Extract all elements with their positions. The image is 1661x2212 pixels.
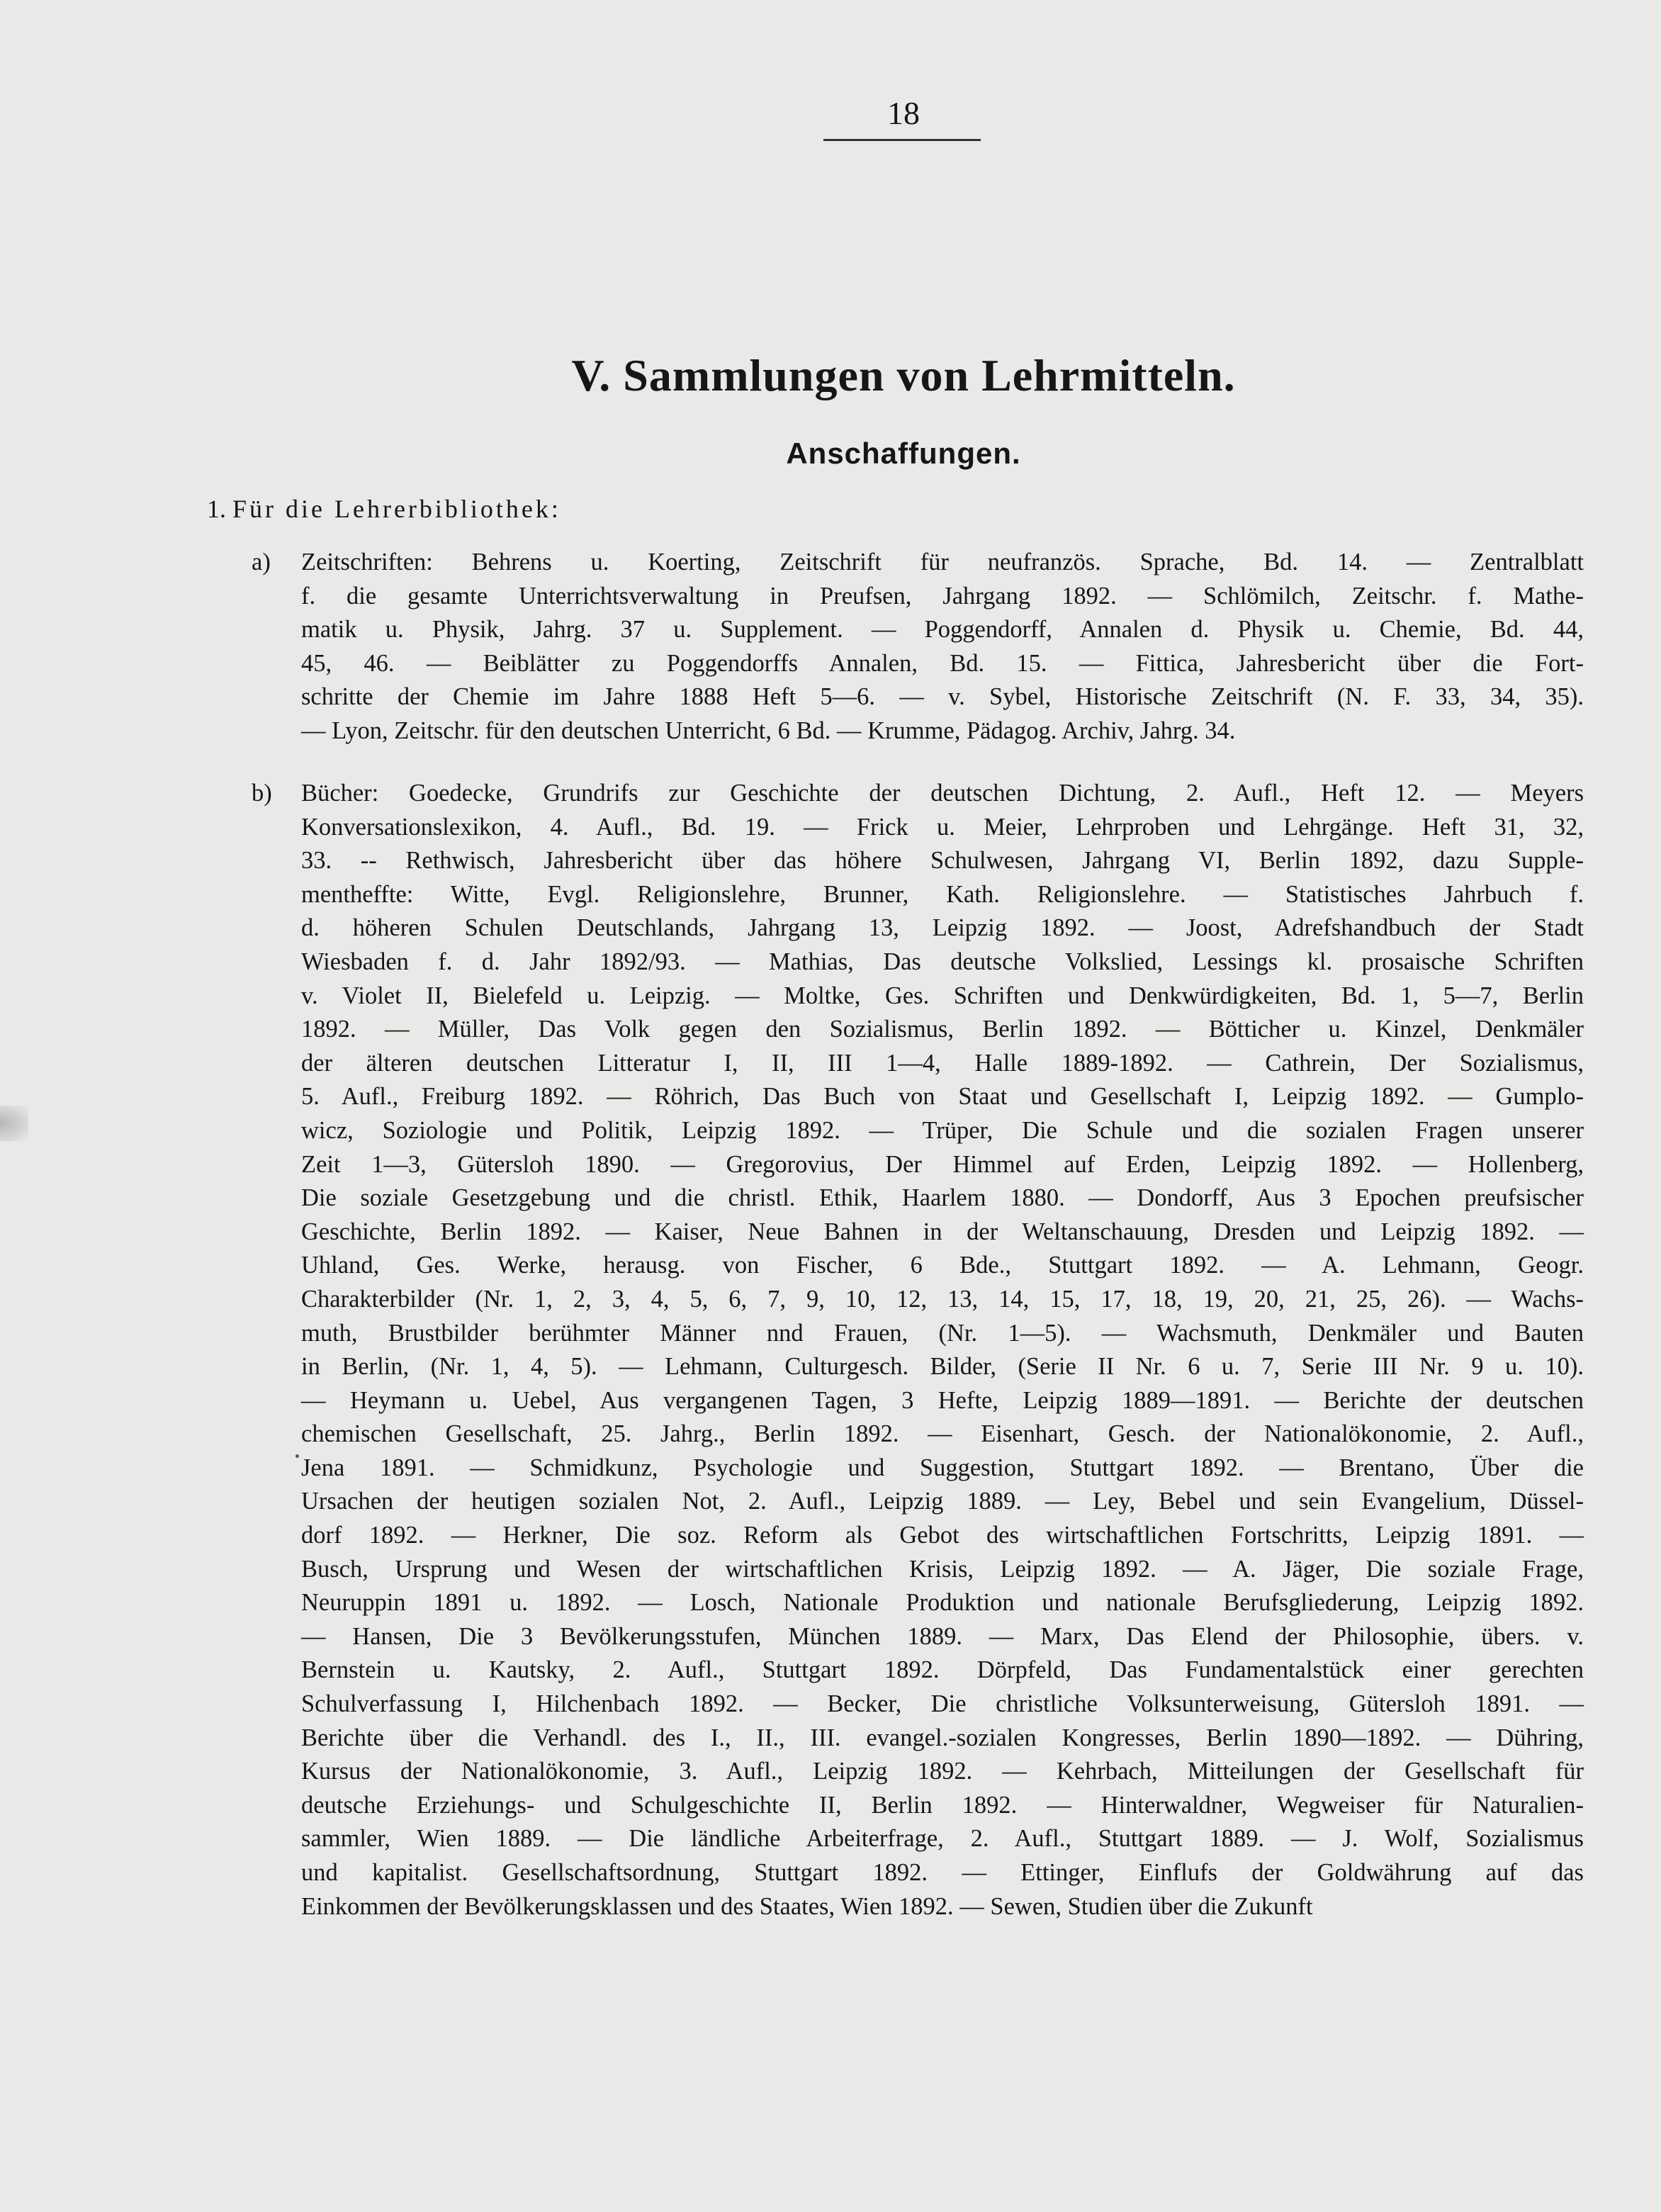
text-line: — Lyon, Zeitschr. für den deutschen Unterricht, 6 Bd. — Krumme, Pädagog. Archiv, Jahrg. 34. <box>301 717 1236 744</box>
text-line: in Berlin, (Nr. 1, 4, 5). — Lehmann, Culturgesch. Bilder, (Serie II Nr. 6 u. 7, Serie III Nr. 9 u. 10). <box>301 1353 1584 1381</box>
text-line: Bernstein u. Kautsky, 2. Aufl., Stuttgart 1892. Dörpfeld, Das Fundamentalstück einer gerechten <box>301 1656 1584 1684</box>
text-line: Berichte über die Verhandl. des I., II., III. evangel.-sozialen Kongresses, Berlin 1890—1892. — Dühring, <box>301 1724 1584 1751</box>
text-line: Zeit 1—3, Gütersloh 1890. — Gregorovius, Der Himmel auf Erden, Leipzig 1892. — Hollenberg, <box>301 1150 1584 1178</box>
text-line: schritte der Chemie im Jahre 1888 Heft 5—6. — v. Sybel, Historische Zeitschrift (N. F. 33, 34, 35). <box>301 683 1584 711</box>
text-line: 5. Aufl., Freiburg 1892. — Röhrich, Das Buch von Staat und Gesellschaft I, Leipzig 1892. — Gumplo- <box>301 1083 1584 1111</box>
text-line: v. Violet II, Bielefeld u. Leipzig. — Moltke, Ges. Schriften und Denkwürdigkeiten, Bd. 1, 5—7, Berlin <box>301 982 1584 1009</box>
text-line: sammler, Wien 1889. — Die ländliche Arbeiterfrage, 2. Aufl., Stuttgart 1889. — J. Wolf, Sozialismus <box>301 1825 1584 1853</box>
entry-books <box>252 777 1584 1924</box>
text-line: d. höheren Schulen Deutschlands, Jahrgang 13, Leipzig 1892. — Joost, Adrefshandbuch der Stadt <box>301 914 1584 942</box>
text-line: — Heymann u. Uebel, Aus vergangenen Tagen, 3 Hefte, Leipzig 1889—1891. — Berichte der deutschen <box>301 1386 1584 1414</box>
text-line: Neuruppin 1891 u. 1892. — Losch, Nationale Produktion und nationale Berufsgliederung, Leipzig 1892. <box>301 1589 1584 1617</box>
text-line: und kapitalist. Gesellschaftsordnung, Stuttgart 1892. — Ettinger, Einflufs der Goldwährung auf das <box>301 1859 1584 1886</box>
text-line: der älteren deutschen Litteratur I, II, III 1—4, Halle 1889-1892. — Cathrein, Der Sozialismus, <box>301 1049 1584 1077</box>
subsection-title: Für die Lehrerbibliothek: <box>232 495 561 523</box>
text-line: Jena 1891. — Schmidkunz, Psychologie und Suggestion, Stuttgart 1892. — Brentano, Über die <box>301 1454 1584 1481</box>
text-line: Konversationslexikon, 4. Aufl., Bd. 19. — Frick u. Meier, Lehrproben und Lehrgänge. Heft 31, 32, <box>301 813 1584 841</box>
text-line: wicz, Soziologie und Politik, Leipzig 1892. — Trüper, Die Schule und die sozialen Fragen unserer <box>301 1116 1584 1144</box>
text-line: Zeitschriften: Behrens u. Koerting, Zeitschrift für neufranzös. Sprache, Bd. 14. — Zentralblatt <box>301 549 1584 576</box>
entry-body <box>301 546 1584 748</box>
text-line: muth, Brustbilder berühmter Männer nnd Frauen, (Nr. 1—5). — Wachsmuth, Denkmäler und Bauten <box>301 1319 1584 1347</box>
text-line: Kursus der Nationalökonomie, 3. Aufl., Leipzig 1892. — Kehrbach, Mitteilungen der Gesellschaft für <box>301 1758 1584 1785</box>
page-number-rule <box>823 139 981 141</box>
text-line: Ursachen der heutigen sozialen Not, 2. Aufl., Leipzig 1889. — Ley, Bebel und sein Evangelium, Düssel- <box>301 1488 1584 1515</box>
entry-body <box>301 777 1584 1924</box>
text-line: Schulverfassung I, Hilchenbach 1892. — Becker, Die christliche Volksunterweisung, Gütersloh 1891. — <box>301 1690 1584 1718</box>
text-line: Bücher: Goedecke, Grundrifs zur Geschichte der deutschen Dichtung, 2. Aufl., Heft 12. — Meyers <box>301 780 1584 807</box>
text-line: Charakterbilder (Nr. 1, 2, 3, 4, 5, 6, 7, 9, 10, 12, 13, 14, 15, 17, 18, 19, 20, 21, 25, 26). — Wachs- <box>301 1285 1584 1313</box>
subsection-number: 1. <box>207 495 226 523</box>
text-line: 33. -- Rethwisch, Jahresbericht über das höhere Schulwesen, Jahrgang VI, Berlin 1892, dazu Supple- <box>301 847 1584 875</box>
text-line: Uhland, Ges. Werke, herausg. von Fischer, 6 Bde., Stuttgart 1892. — A. Lehmann, Geogr. <box>301 1252 1584 1279</box>
section-title: Anschaffungen. <box>786 437 1021 470</box>
text-line: Geschichte, Berlin 1892. — Kaiser, Neue Bahnen in der Weltanschauung, Dresden und Leipzig 1892. — <box>301 1218 1584 1245</box>
text-line: matik u. Physik, Jahrg. 37 u. Supplement. — Poggendorff, Annalen d. Physik u. Chemie, Bd. 44, <box>301 616 1584 644</box>
text-line: chemischen Gesellschaft, 25. Jahrg., Berlin 1892. — Eisenhart, Gesch. der Nationalökonomie, 2. Aufl., <box>301 1420 1584 1448</box>
chapter-title: V. Sammlungen von Lehrmitteln. <box>571 350 1236 400</box>
entry-periodicals <box>252 546 1584 748</box>
text-line: — Hansen, Die 3 Bevölkerungsstufen, München 1889. — Marx, Das Elend der Philosophie, übers. v. <box>301 1622 1584 1650</box>
text-line: f. die gesamte Unterrichtsverwaltung in Preufsen, Jahrgang 1892. — Schlömilch, Zeitschr. f. Mathe- <box>301 582 1584 610</box>
text-line: 45, 46. — Beiblätter zu Poggendorffs Annalen, Bd. 15. — Fittica, Jahresbericht über die Fort- <box>301 649 1584 677</box>
edge-smudge <box>0 1106 28 1141</box>
text-line: dorf 1892. — Herkner, Die soz. Reform als Gebot des wirtschaftlichen Fortschritts, Leipzig 1891. — <box>301 1522 1584 1549</box>
text-line: Busch, Ursprung und Wesen der wirtschaftlichen Krisis, Leipzig 1892. — A. Jäger, Die soziale Frage, <box>301 1555 1584 1583</box>
text-line: deutsche Erziehungs- und Schulgeschichte II, Berlin 1892. — Hinterwaldner, Wegweiser für Naturalien- <box>301 1791 1584 1819</box>
text-line: mentheffte: Witte, Evgl. Religionslehre, Brunner, Kath. Religionslehre. — Statistisches Jahrbuch f. <box>301 880 1584 908</box>
print-speck <box>295 1454 299 1458</box>
text-line: Wiesbaden f. d. Jahr 1892/93. — Mathias, Das deutsche Volkslied, Lessings kl. prosaische Schriften <box>301 948 1584 975</box>
text-line: 1892. — Müller, Das Volk gegen den Sozialismus, Berlin 1892. — Bötticher u. Kinzel, Denkmäler <box>301 1016 1584 1043</box>
text-line: Einkommen der Bevölkerungsklassen und des Staates, Wien 1892. — Sewen, Studien über die Zukunft <box>301 1892 1313 1920</box>
text-line: Die soziale Gesetzgebung und die christl. Ethik, Haarlem 1880. — Dondorff, Aus 3 Epochen preufsischer <box>301 1184 1584 1212</box>
subsection-heading <box>207 490 1199 527</box>
page-number: 18 <box>887 95 920 131</box>
entry-marker: b) <box>252 780 272 807</box>
entry-marker: a) <box>252 549 271 576</box>
